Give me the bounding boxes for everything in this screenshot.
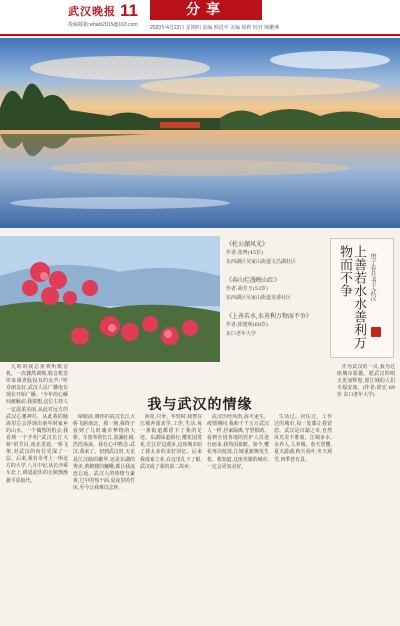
work-title: 《上善若水,水善利万物而不争》 <box>226 313 312 320</box>
article-text: 绿眼前,雄伟的武汉长江大桥飞跨南北。那一刻,我终于看到了儿时魂牵梦绕的大桥。车窗外的长江,波澜壮阔,浩浩荡荡。我在心中默念:武汉,我来了。初到武汉时,无论是江汉路的繁华,还是东湖的秀美,黄鹤楼的巍峨,都让我流连忘返。武汉人的热情与豪爽,过早的热干面,夏夜里的竹床,至今让我难以忘怀。 <box>73 414 135 491</box>
works-list <box>226 240 326 348</box>
work-item <box>226 312 326 339</box>
article-text: 儿时的我总喜欢听歌音机，一次偶然调频,收音机里传来调查股投耳的女声:"听众朋友好,武汉人民广播电台现在开始广播。"少年的心瞬间被触动,我猜想,这位主持人一定温柔美丽,从此对远方的武汉心驰神往。从此我的脑海里总会浮现出童年时家乡的山水。一个偶然的机会,我看到一个介绍"武汉长江大桥"的节目,南北贯通,一桥飞架,对武汉的向往更深了一层。后来,我有幸考上一所北方的大学,八月中旬,从长沙乘车北上,绵延起伏的丘陵渐渐被平原取代。 <box>6 364 68 484</box>
work-item <box>226 276 326 303</box>
article-column <box>6 364 68 622</box>
work-author: 作者:张博(45岁) <box>226 250 263 256</box>
article-title: 我与武汉的情缘 <box>147 397 253 413</box>
article-text: 生活过、居住过、工作过的城市,每一处都让我留恋。武汉是百湖之市,自然风光美不胜收。江城多水,水养人,人养城。春天赏樱,夏天游湖,秋天看叶,冬天观雪,四季皆有景。 <box>274 414 332 463</box>
seal-stamp-icon <box>371 327 381 337</box>
work-item <box>226 240 326 267</box>
article-text: 武汉历经风雨,浴火重生。疫情期间,我和千千万万武汉人一样,居家隔离,守望相助。看到全国各地的医护人员逆行而来,我热泪盈眶。如今,樱花再次绽放,江城重新焕发生机。我知道,这座英雄的城市,一定会更加美好。 <box>207 414 269 470</box>
work-org: 东西湖区吴家山街道龙港社区 <box>226 295 292 301</box>
work-title: 《春山烂漫映山红》 <box>226 277 281 284</box>
calligraphy-inscription: 庚子春月书于武汉 <box>369 253 376 301</box>
article-text: 荷花,只争。年轻时,我曾在江城奔波求学,工作,生活,每一条街道都留下了我的足迹。东湖绿道骑行,樱花园赏花,长江岸边漫步,这座城市给了我太多的美好回忆。后来我成家立业,在这里扎下了根,武汉成了我的第二故乡。 <box>140 414 202 470</box>
page-number: 11 <box>120 1 138 20</box>
calligraphy-artwork <box>330 238 394 358</box>
logo-icon <box>4 4 62 30</box>
work-author: 作者:胡芳玉(52岁) <box>226 286 268 292</box>
article-column <box>140 414 202 622</box>
azalea-photo <box>0 236 220 362</box>
article-column <box>73 414 135 622</box>
masthead: 武汉晚报 <box>68 5 116 18</box>
work-org: 东口老年大学 <box>226 331 257 337</box>
article-text: 作为武汉的一员,我为这座城市骄傲。愿武汉的明天更加辉煌,愿江城的人们幸福安康。(作者:徐宏 69岁 东口老年大学) <box>337 364 395 399</box>
article-column <box>274 414 332 622</box>
lake-landscape-photo <box>0 38 400 228</box>
page-header <box>0 0 400 36</box>
work-org: 东西湖区吴家山街道文昌湖社区 <box>226 259 297 265</box>
dateline: 2020年4月23日 星期四 责编 韩进中 美编 徐莉 校对 韩鹏燕 <box>150 25 280 31</box>
article-column <box>337 364 395 622</box>
submission-email: 投稿邮箱:whwb2015@163.com <box>68 22 138 28</box>
calligraphy-main: 上善若水水善利万物而不争 <box>337 245 366 349</box>
article-column <box>207 414 269 622</box>
work-title: 《杜公湖风光》 <box>226 241 269 248</box>
section-title: 分享 <box>150 0 262 20</box>
work-author: 作者:徐建明(68岁) <box>226 322 268 328</box>
